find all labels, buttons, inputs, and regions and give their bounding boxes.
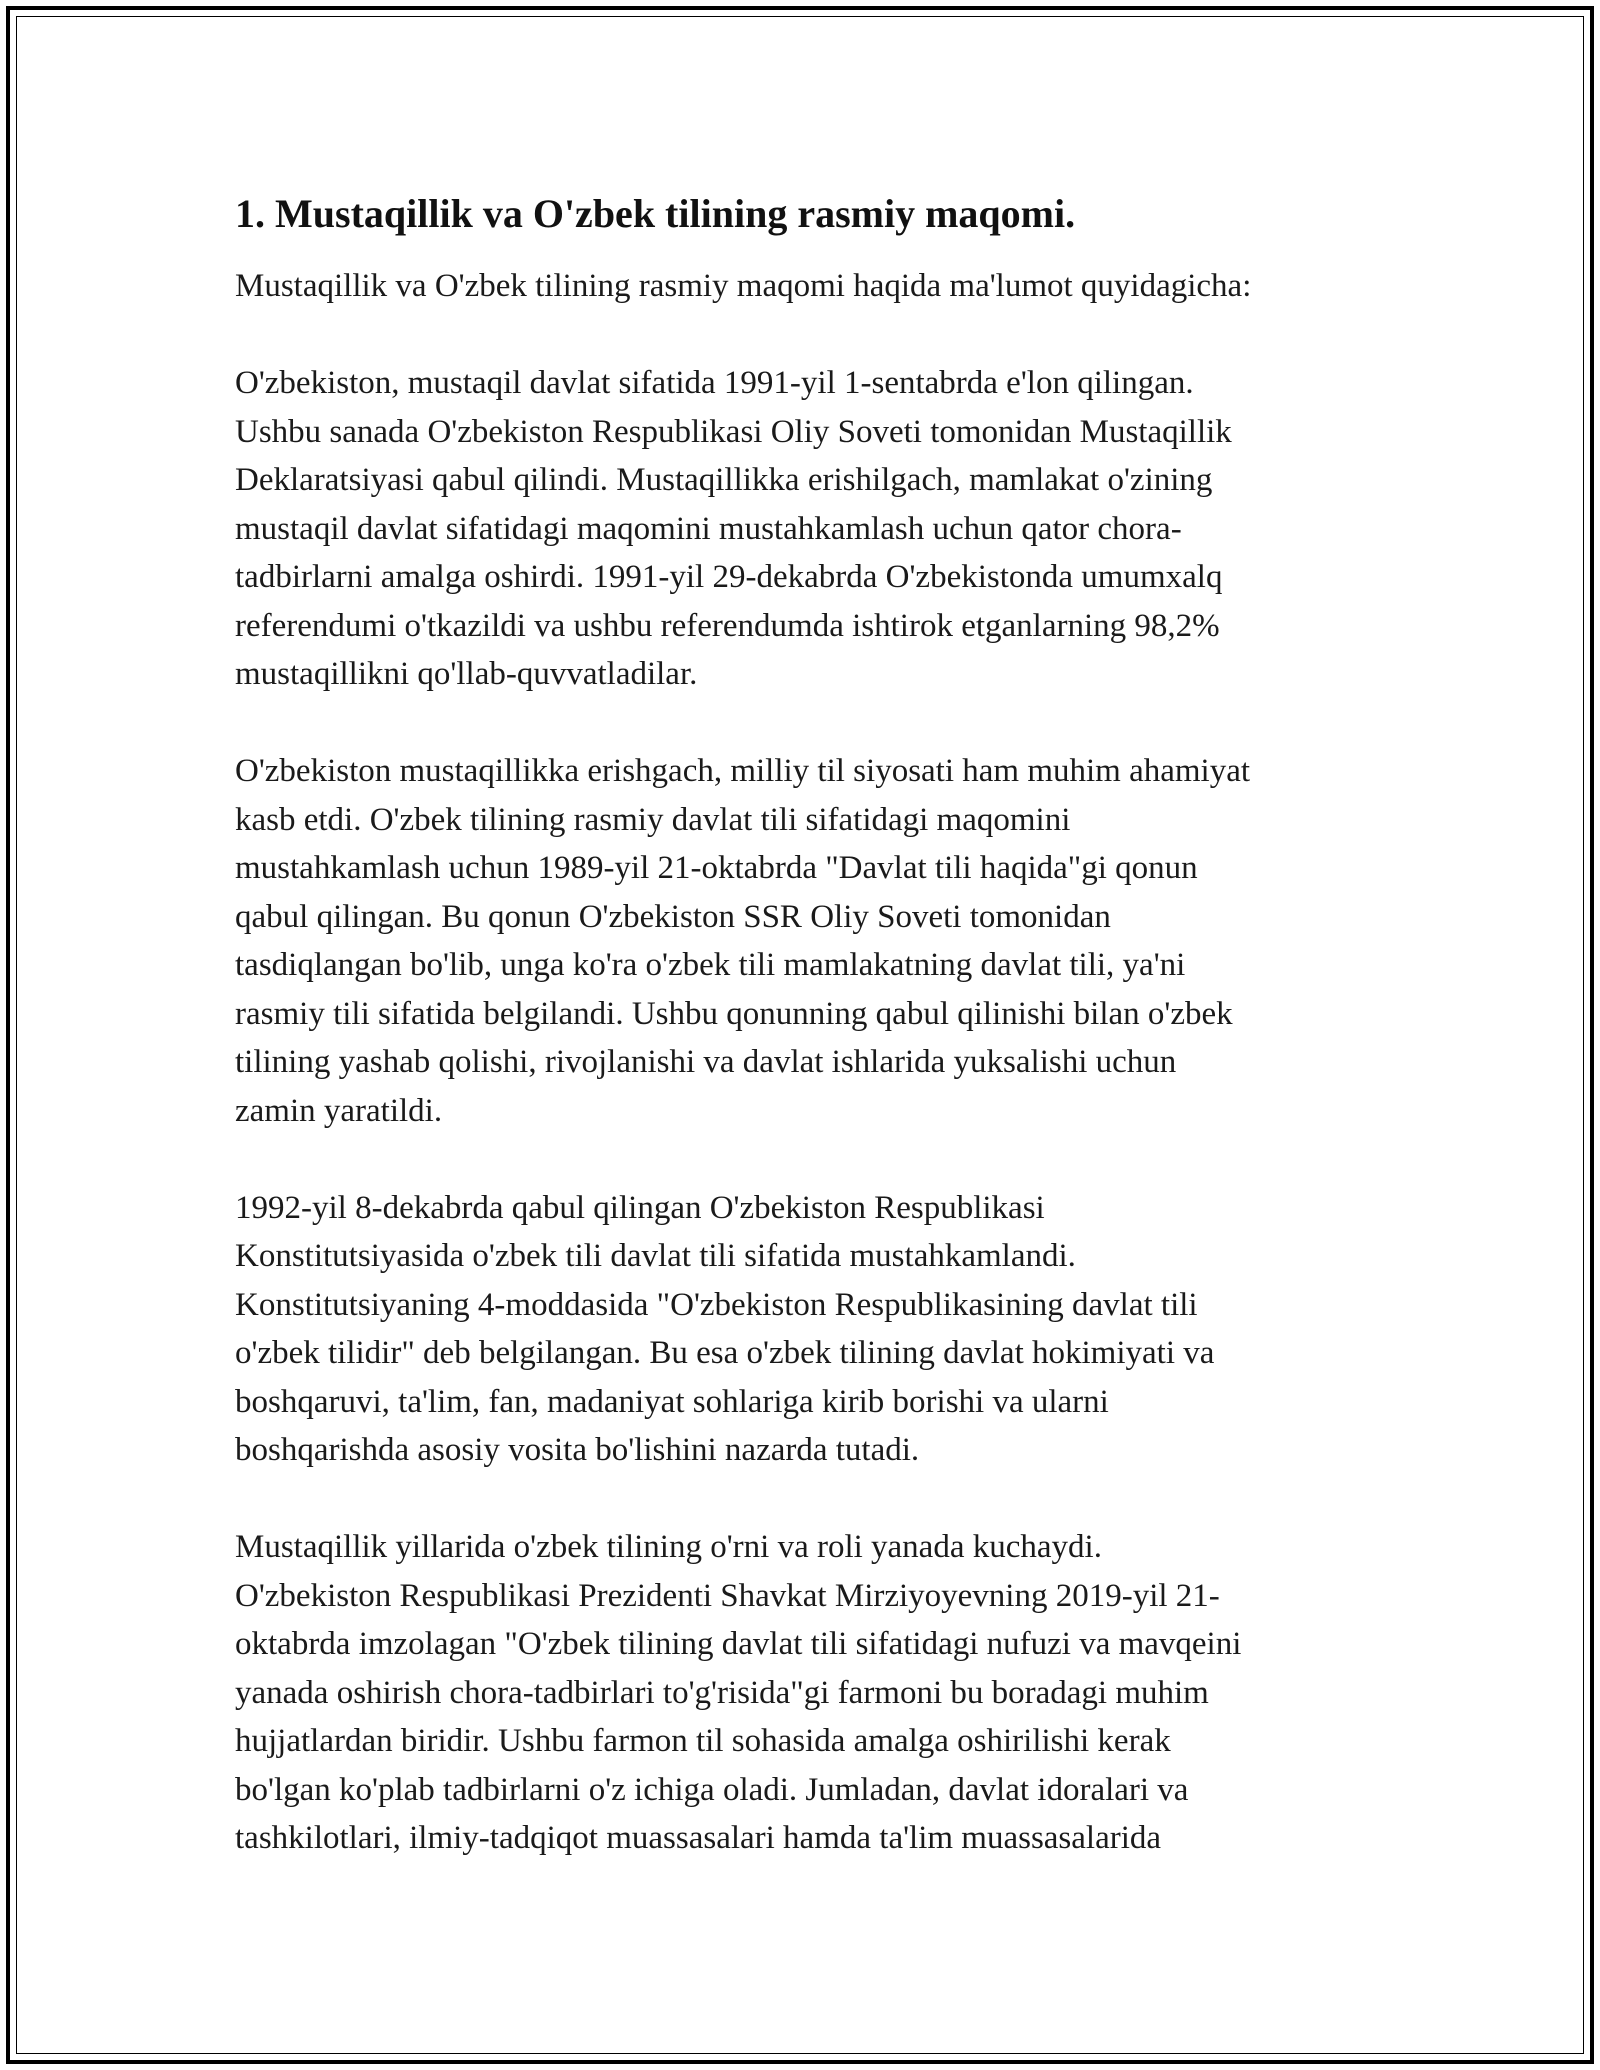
paragraph-line: o'zbek tilidir" deb belgilangan. Bu esa o'zbek tilining davlat hokimiyati va [235, 1335, 1215, 1371]
paragraph-independence-years [235, 1523, 1375, 1863]
paragraph-line: bo'lgan ko'plab tadbirlarni o'z ichiga oladi. Jumladan, davlat idoralari va [235, 1771, 1189, 1808]
paragraph-line: Mustaqillik yillarida o'zbek tilining o'rni va roli yanada kuchaydi. [235, 1529, 1102, 1565]
paragraph-line: zamin yaratildi. [235, 1092, 443, 1129]
paragraph-independence [235, 359, 1375, 699]
section-heading: 1. Mustaqillik va O'zbek tilining rasmiy maqomi. [235, 191, 1076, 236]
paragraph-line: Mustaqillik va O'zbek tilining rasmiy maqomi haqida ma'lumot quyidagicha: [235, 268, 1252, 304]
paragraph-line: hujjatlardan biridir. Ushbu farmon til sohasida amalga oshirilishi kerak [235, 1723, 1171, 1759]
paragraph-line: mustaqillikni qo'llab-quvvatladilar. [235, 656, 698, 692]
paragraph-line: Konstitutsiyaning 4-moddasida "O'zbekiston Respublikasining davlat tili [235, 1286, 1198, 1323]
intro-paragraph [235, 262, 1375, 311]
paragraph-line: yanada oshirish chora-tadbirlari to'g'risida"gi farmoni bu boradagi muhim [235, 1674, 1209, 1711]
paragraph-line: O'zbekiston Respublikasi Prezidenti Shavkat Mirziyoyevning 2019-yil 21- [235, 1577, 1220, 1614]
paragraph-line: O'zbekiston mustaqillikka erishgach, milliy til siyosati ham muhim ahamiyat [235, 753, 1251, 789]
paragraph-line: boshqaruvi, ta'lim, fan, madaniyat sohlariga kirib borishi va ularni [235, 1383, 1109, 1420]
paragraph-constitution [235, 1184, 1375, 1475]
paragraph-line: Konstitutsiyasida o'zbek tili davlat tili sifatida mustahkamlandi. [235, 1238, 1076, 1274]
paragraph-line: mustaqil davlat sifatidagi maqomini mustahkamlash uchun qator chora- [235, 510, 1182, 547]
paragraph-line: referendumi o'tkazildi va ushbu referendumda ishtirok etganlarning 98,2% [235, 607, 1220, 644]
paragraph-line: O'zbekiston, mustaqil davlat sifatida 1991-yil 1-sentabrda e'lon qilingan. [235, 365, 1194, 401]
paragraph-line: rasmiy tili sifatida belgilandi. Ushbu qonunning qabul qilinishi bilan o'zbek [235, 995, 1233, 1032]
paragraph-line: tilining yashab qolishi, rivojlanishi va davlat ishlarida yuksalishi uchun [235, 1044, 1177, 1080]
paragraph-line: qabul qilingan. Bu qonun O'zbekiston SSR Oliy Soveti tomonidan [235, 898, 1111, 935]
paragraph-line: tadbirlarni amalga oshirdi. 1991-yil 29-dekabrda O'zbekistonda umumxalq [235, 559, 1223, 595]
paragraph-line: oktabrda imzolagan "O'zbek tilining davlat tili sifatidagi nufuzi va mavqeini [235, 1626, 1242, 1662]
paragraph-line: tasdiqlangan bo'lib, unga ko'ra o'zbek tili mamlakatning davlat tili, ya'ni [235, 947, 1186, 983]
paragraph-line: kasb etdi. O'zbek tilining rasmiy davlat tili sifatidagi maqomini [235, 801, 1071, 838]
paragraph-line: Ushbu sanada O'zbekiston Respublikasi Oliy Soveti tomonidan Mustaqillik [235, 413, 1232, 450]
paragraph-line: mustahkamlash uchun 1989-yil 21-oktabrda "Davlat tili haqida"gi qonun [235, 850, 1198, 886]
paragraph-line: Deklaratsiyasi qabul qilindi. Mustaqillikka erishilgach, mamlakat o'zining [235, 462, 1213, 498]
paragraph-line: tashkilotlari, ilmiy-tadqiqot muassasalari hamda ta'lim muassasalarida [235, 1820, 1162, 1856]
paragraph-language-policy [235, 747, 1375, 1135]
paragraph-line: boshqarishda asosiy vosita bo'lishini nazarda tutadi. [235, 1432, 920, 1468]
paragraph-line: 1992-yil 8-dekabrda qabul qilingan O'zbekiston Respublikasi [235, 1189, 1045, 1226]
document-content [235, 186, 1375, 1911]
